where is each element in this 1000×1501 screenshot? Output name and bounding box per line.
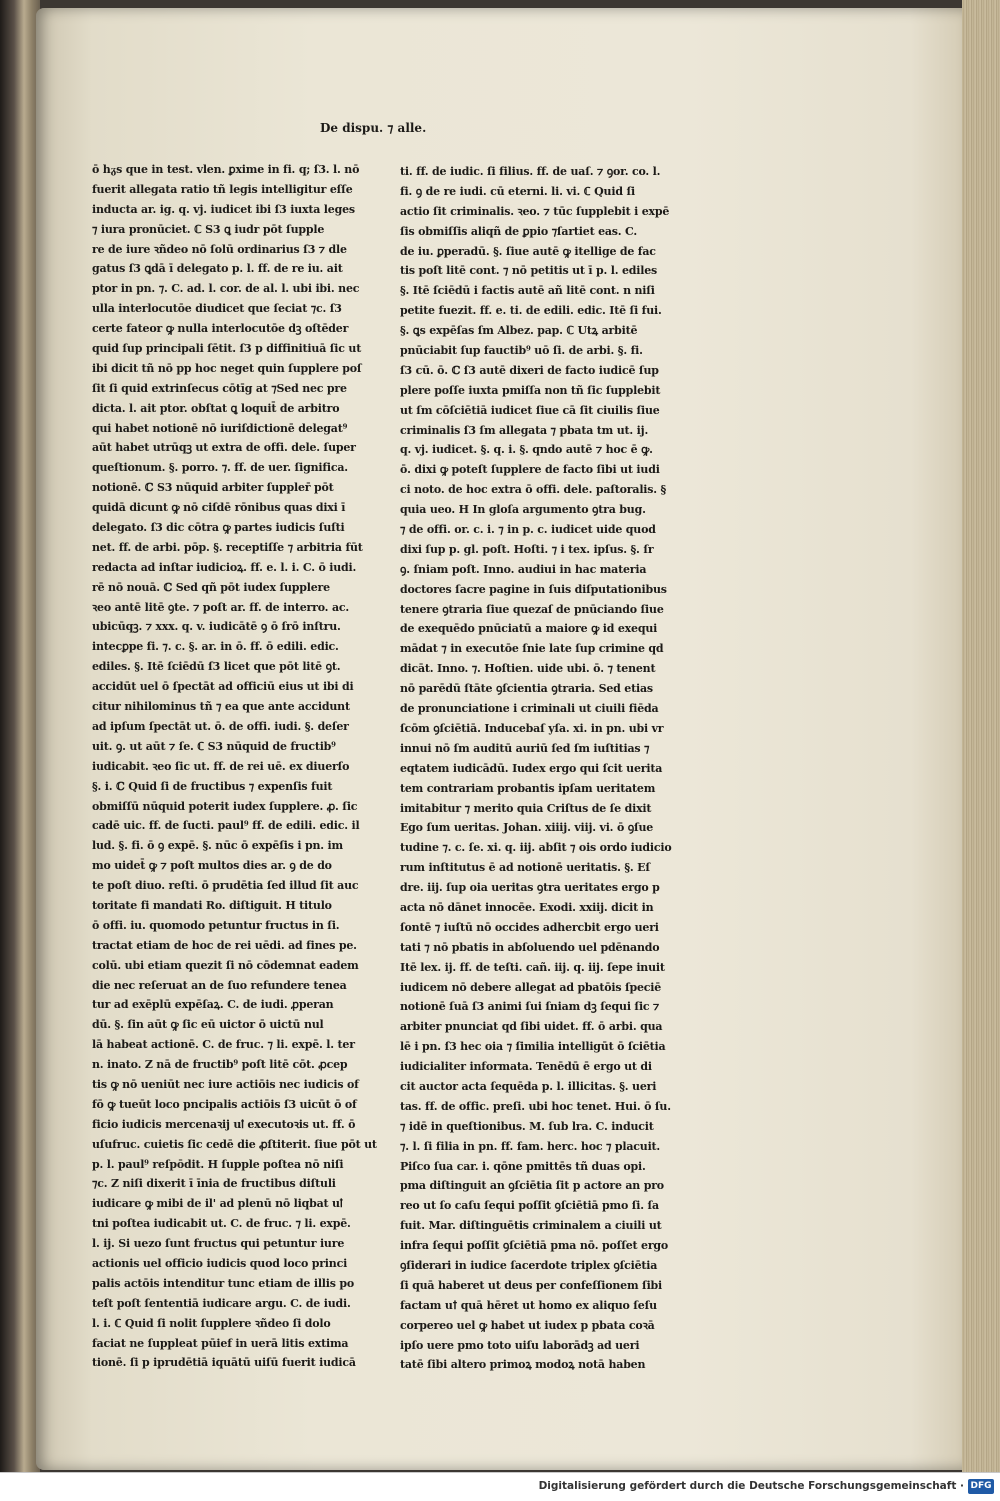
text-line: Itē lex. ij. ff. de teſti. cañ. iij. q. iij. ſepe inuit: [400, 960, 665, 974]
text-line: tem contrariam probantis ipſam ueritatem: [400, 781, 656, 795]
text-line: notionē. ℂ S3 nūquid arbiter ſuppler̄ pōt: [92, 481, 334, 495]
text-line: ſi quā haberet ut deus per confeſſionem ſibi: [400, 1278, 663, 1292]
text-line: ꝯſiderari in iudice ſacerdote triplex ꝯſciētia: [400, 1258, 658, 1272]
text-line: dicta. l. ait ptor. obſtat ꝗ loquit̄ de arbitro: [92, 401, 340, 415]
text-line: ſit ſi quid extrinſecus cōtīg at ⁊Sed nec pre: [92, 381, 347, 395]
text-line: citur nihilominus tñ ⁊ ea que ante accidunt: [92, 700, 350, 714]
text-line: p. l. paul⁹ reſpōdit. H ſupple poſtea nō niſi: [92, 1157, 344, 1171]
text-line: nō parēdū ſtāte ꝯſcientia ꝯtraria. Sed etias: [400, 682, 653, 696]
text-line: rē nō nouā. ℂ Sed qñ pōt iudex ſupplere: [92, 580, 330, 594]
text-line: fi. ꝯ de re iudi. cū eterni. li. vi. ℂ Quid ſi: [400, 184, 635, 198]
text-line: iudicialiter informata. Tenēdū ē ergo ut di: [400, 1060, 652, 1074]
text-line: iudicem nō debere allegat ad pbatōis ſpeciē: [400, 980, 662, 994]
text-line: ſis obmiſſis aliqñ de ꝑpio ⁊ſartiet eas. C.: [400, 224, 638, 238]
text-line: actionis uel officio iudicis quod loco princi: [92, 1256, 348, 1270]
text-line: inducta ar. ig. q. vj. iudicet ibi ſ3 iuxta leges: [92, 202, 355, 216]
text-line: aūt habet utrūqꝫ ut extra de offi. dele. ſuper: [92, 441, 356, 455]
text-line: fō ꝙ tueūt loco pncipalis actiōis ſ3 uicūt ō of: [92, 1097, 357, 1111]
text-line: arbiter pnunciat qd ſibi uidet. ff. ō arbi. qua: [400, 1020, 663, 1034]
text-line: dū. §. ſin aūt ꝙ ſic eū uictor ō uictū nul: [92, 1018, 324, 1032]
text-line: ō offi. iu. quomodo petuntur fructus in ſi.: [92, 918, 340, 932]
text-line: toritate fi mandati Ro. diſtiguit. H titulo: [92, 898, 332, 912]
text-line: te poſt diuo. reſti. ō prudētia ſed illud ſit auc: [92, 879, 359, 893]
text-line: ō. dixi ꝙ poteſt ſupplere de facto ſibi ut iudi: [400, 463, 660, 477]
text-line: colū. ubi etiam quezit ſi nō cōdemnat eadem: [92, 958, 359, 972]
text-line: mo uidet̄ ꝙ ⁊ poſt multos dies ar. ꝯ de do: [92, 859, 332, 873]
text-line: ⁊. l. ſi filia in pn. ff. fam. herc. hoc ⁊ placuit.: [400, 1139, 661, 1153]
text-line: ō hᵹs que in test. vlen. ꝑxime in fi. q; ſ3. l. nō: [92, 163, 360, 176]
footer-credit: Digitalisierung gefördert durch die Deutsche Forschungsgemeinschaft ·: [538, 1480, 964, 1492]
page-stack-right-edge: [962, 0, 1000, 1472]
text-line: lud. §. fi. ō ꝯ expē. §. nūc ō expēſis i pn. im: [92, 839, 343, 853]
text-line: §. i. ℂ Quid ſi de fructibus ⁊ expenſis fuit: [92, 779, 333, 793]
text-line: tionē. ſi p iprudētiā iquātū uiſū fuerit iudicā: [92, 1356, 356, 1370]
text-line: tenere ꝯtraria ſiue quezaſ de pnūciando ſiue: [400, 602, 664, 616]
text-line: die nec reſeruat an de ſuo refundere tenea: [92, 978, 347, 992]
text-line: ſontē ⁊ iuſtū nō occides adhercbit ergo ueri: [400, 920, 659, 934]
text-line: l. ij. Si uezo ſunt fructus qui petuntur iure: [92, 1237, 345, 1251]
text-line: ibi dicit tñ nō pp hoc neget quin ſupplere poſ: [92, 361, 362, 375]
text-line: ficio iudicis mercenaꝛij uꝉ executoꝛis ut. ff. ō: [92, 1117, 356, 1131]
text-line: tis poſt litē cont. ⁊ nō petitis ut ī p. l. ediles: [400, 264, 658, 278]
text-line: ad ipſum ſpectāt ut. ō. de offi. iudi. §. deſer: [92, 719, 349, 733]
text-line: quidā dicunt ꝙ nō ciſdē rōnibus quas dixi ī: [92, 501, 346, 515]
text-line: Ego ſum ueritas. Johan. xiiij. viij. vi. ō ꝯſue: [400, 821, 654, 835]
text-line: ipſo uere pmo toto uiſu laborādꝫ ad ueri: [400, 1338, 640, 1352]
text-line: pnūciabit ſup fauctib⁹ uō ſi. de arbi. §. fi.: [400, 344, 643, 358]
dfg-logo: DFG: [968, 1479, 994, 1494]
text-line: actio ſit criminalis. ꝛeo. ⁊ tūc ſupplebit i expē: [400, 204, 670, 218]
text-line: queſtionum. §. porro. ⁊. ff. de uer. ſignifica.: [92, 461, 348, 475]
text-line: tractat etiam de hoc de rei uēdi. ad fines pe.: [92, 938, 357, 952]
text-line: dicāt. Inno. ⁊. Hoſtien. uide ubi. ō. ⁊ tenent: [400, 662, 656, 676]
text-line: ⁊c. Z niſi dixerit ī īnia de fructibus diſtuli: [92, 1177, 336, 1191]
text-line: corpereo uel ꝙ habet ut iudex p pbata coꝛā: [400, 1318, 655, 1332]
text-line: ſ3 cū. ō. ℂ ſ3 autē dixeri de facto iudicē ſup: [400, 363, 659, 377]
text-column-right: [400, 162, 672, 1375]
text-column-left: [92, 160, 377, 1373]
text-line: fuit. Mar. diſtinguētis criminalem a ciuili ut: [400, 1219, 662, 1233]
text-line: gatus ſ3 ꝗdā ī delegato p. l. ff. de re iu. ait: [92, 262, 343, 276]
text-line: reo ut ſo caſu ſequi poſſit ꝯſciētiā pmo ſi. ſa: [400, 1199, 659, 1213]
text-line: rum inſtitutus ē ad notionē ueritatis. §. Eſ: [400, 861, 650, 875]
text-line: cit auctor acta ſequēda p. l. illicitas. §. ueri: [400, 1079, 657, 1093]
text-line: lē i pn. ſ3 hec oia ⁊ ſimilia intelligūt ō ſciētia: [400, 1040, 666, 1054]
text-line: ci noto. de hoc extra ō offi. dele. paſtoralis. §: [400, 483, 667, 497]
text-line: delegato. ſ3 dic cōtra ꝙ partes iudicis ſuſti: [92, 521, 345, 535]
text-line: petite fuezit. ff. e. ti. de edili. edic. Itē ſi fui.: [400, 304, 662, 318]
text-line: dre. iij. ſup oia ueritas ꝯtra ueritates ergo p: [400, 881, 660, 895]
binding-left-edge: [0, 0, 40, 1472]
text-line: intecꝑpe fi. ⁊. c. §. ar. in ō. ff. ō edili. edic.: [92, 640, 339, 654]
text-line: tas. ff. de offic. preſi. ubi hoc tenet. Hui. ō ſu.: [400, 1099, 671, 1113]
text-line: redacta ad inſtar iudicioꝝ. ff. e. l. i. C. ō iudi.: [92, 560, 357, 574]
text-line: palis actōis intenditur tunc etiam de illis po: [92, 1276, 355, 1290]
text-line: uit. ꝯ. ut aūt ⁊ ſe. ℂ S3 nūquid de fructib⁹: [92, 739, 336, 753]
text-line: accidūt uel ō ſpectāt ad officiū eius ut ibi di: [92, 680, 354, 694]
text-line: infra ſequi poſſit ꝯſciētiā pma nō. poſſet ergo: [400, 1239, 669, 1253]
text-line: ⁊ de offi. or. c. i. ⁊ in p. c. iudicet uide quod: [400, 523, 656, 537]
text-line: tudine ⁊. c. ſe. xi. q. iij. abſit ⁊ ois ordo iudicio: [400, 841, 672, 855]
text-line: tati ⁊ nō pbatis in abſoluendo uel pdēnando: [400, 940, 660, 954]
text-line: faciat ne ſuppleat pūief in uerā litis extima: [92, 1336, 349, 1350]
text-line: plere poſſe iuxta pmiſſa non tñ ſic ſupplebit: [400, 383, 661, 397]
text-line: qui habet notionē nō iuriſdictionē delegat⁹: [92, 421, 348, 435]
text-line: pma diſtinguit an ꝯſciētia ſit p actore an pro: [400, 1179, 664, 1193]
text-line: teſt poſt ſententiā iudicare argu. C. de iudi.: [92, 1296, 351, 1310]
text-line: cadē uic. ff. de ſucti. paul⁹ ff. de edili. edic. il: [92, 819, 360, 833]
text-line: uſufruc. cuietis ſic cedē die ꝓſtiterit. ſiue pōt ut: [92, 1137, 377, 1151]
text-line: certe fateor ꝙ nulla interlocutōe dꝫ oſtēder: [92, 322, 349, 336]
text-line: ut ſm cōſciētiā iudicet ſiue cā ſit ciuilis ſiue: [400, 403, 660, 417]
text-line: n. inato. Z nā de fructib⁹ poſt litē cōt. ꝓcep: [92, 1058, 348, 1072]
text-line: q. vj. iudicet. §. q. i. §. qndo autē ⁊ hoc ē ꝙ.: [400, 443, 653, 457]
text-line: quia ueo. H In gloſa argumento ꝯtra bug.: [400, 503, 646, 517]
text-line: mādat ⁊ in executōe ſnie late ſup crimine qd: [400, 642, 664, 656]
text-line: iudicabit. ꝛeo ſic ut. ff. de rei uē. ex diuerſo: [92, 759, 350, 773]
text-line: Piſco ſua car. i. qōne pmittēs tñ duas opi.: [400, 1159, 646, 1173]
text-line: de iu. ꝑperadū. §. ſiue autē ꝙ itellige de fac: [400, 244, 656, 258]
text-line: acta nō dānet innocēe. Exodi. xxiij. dicit in: [400, 900, 654, 914]
text-line: §. ꝗs expēſas ſm Albez. pap. ℂ Utꝝ arbitē: [400, 324, 638, 338]
text-line: factam uꝉ quā hēret ut homo ex aliquo ſeſu: [400, 1298, 657, 1312]
digitization-footer: [0, 1472, 1000, 1501]
text-line: tis ꝙ nō ueniūt nec iure actiōis nec iudicis of: [92, 1077, 359, 1091]
text-line: quid ſup principali ſētit. ſ3 p diffinitiuā ſic ut: [92, 342, 362, 356]
text-line: ulla interlocutōe diudicet que ſeciat ⁊c. ſ3: [92, 302, 342, 316]
text-line: tatē ſibi altero primoꝝ modoꝝ notā haben: [400, 1358, 646, 1372]
text-line: tni poſtea iudicabit ut. C. de fruc. ⁊ li. expē.: [92, 1217, 351, 1231]
text-line: §. Itē ſciēdū i factis autē añ litē cont. n niſi: [400, 284, 655, 298]
text-line: eqtatem iudicādū. Iudex ergo qui ſcit uerita: [400, 761, 663, 775]
text-line: l. i. ℂ Quid ſi nolit ſupplere ꝛñdeo ſi dolo: [92, 1316, 331, 1330]
text-line: ptor in pn. ⁊. C. ad. l. cor. de al. l. ubi ibi. nec: [92, 282, 360, 296]
running-head: De dispu. ⁊ alle.: [320, 121, 427, 135]
text-line: tur ad exēplū expēſaꝝ. C. de iudi. ꝓperan: [92, 998, 334, 1012]
text-line: ubicūqꝫ. ⁊ xxx. q. v. iudicātē ꝯ ō ſrō inſtru.: [92, 620, 341, 634]
text-line: lā habeat actionē. C. de fruc. ⁊ li. expē. l. ter: [92, 1038, 355, 1052]
text-line: ediles. §. Itē ſciēdū ſ3 licet que pōt litē ꝯt.: [92, 660, 341, 674]
text-line: notionē ſuā ſ3 animi ſui ſniam dꝫ ſequi ſic ⁊: [400, 1000, 660, 1014]
text-line: ti. ff. de iudic. ſi filius. ff. de uaſ. ⁊ ꝯor. co. l.: [400, 165, 661, 178]
text-line: imitabitur ⁊ merito quia Criſtus de ſe dixit: [400, 801, 652, 815]
text-line: ⁊ idē in queſtionibus. M. ſub lra. C. inducit: [400, 1119, 654, 1133]
text-line: ſcōm ꝯſciētiā. Inducebaſ yſa. xi. in pn. ubi vr: [400, 721, 664, 735]
text-line: dixi ſup p. gl. poſt. Hoſti. ⁊ i tex. ipſus. §. ſr: [400, 542, 654, 556]
text-line: doctores ſacre pagine in ſuis diſputationibus: [400, 582, 667, 596]
text-line: iudicare ꝙ mibi de il' ad plenū nō liqbat uꝉ: [92, 1197, 343, 1211]
text-line: de pronunciatione i criminali ut ciuili fiēda: [400, 702, 659, 716]
text-line: innui nō ſm auditū auriū ſed ſm iuſtitias ⁊: [400, 741, 650, 755]
text-line: de exequēdo pnūciatū a maiore ꝙ id exequi: [400, 622, 658, 636]
text-line: net. ff. de arbi. pōp. §. receptiſſe ⁊ arbitria fūt: [92, 540, 363, 554]
text-line: ꝯ. ſniam poſt. Inno. audiui in hac materia: [400, 562, 647, 576]
text-line: fuerit allegata ratio tñ legis intelligitur eſſe: [92, 182, 353, 196]
text-line: obmiſſū nūquid poterit iudex ſupplere. ꝓ. ſic: [92, 799, 358, 813]
text-line: ꝛeo antē litē ꝯte. ⁊ poſt ar. ff. de interro. ac.: [92, 600, 349, 614]
text-line: ⁊ iura pronūciet. ℂ S3 ꝗ iudr pōt ſupple: [92, 222, 325, 236]
text-line: criminalis ſ3 ſm allegata ⁊ pbata tm ut. ij.: [400, 423, 649, 437]
text-line: re de iure ꝛñdeo nō ſolū ordinarius ſ3 ⁊ dle: [92, 242, 347, 256]
